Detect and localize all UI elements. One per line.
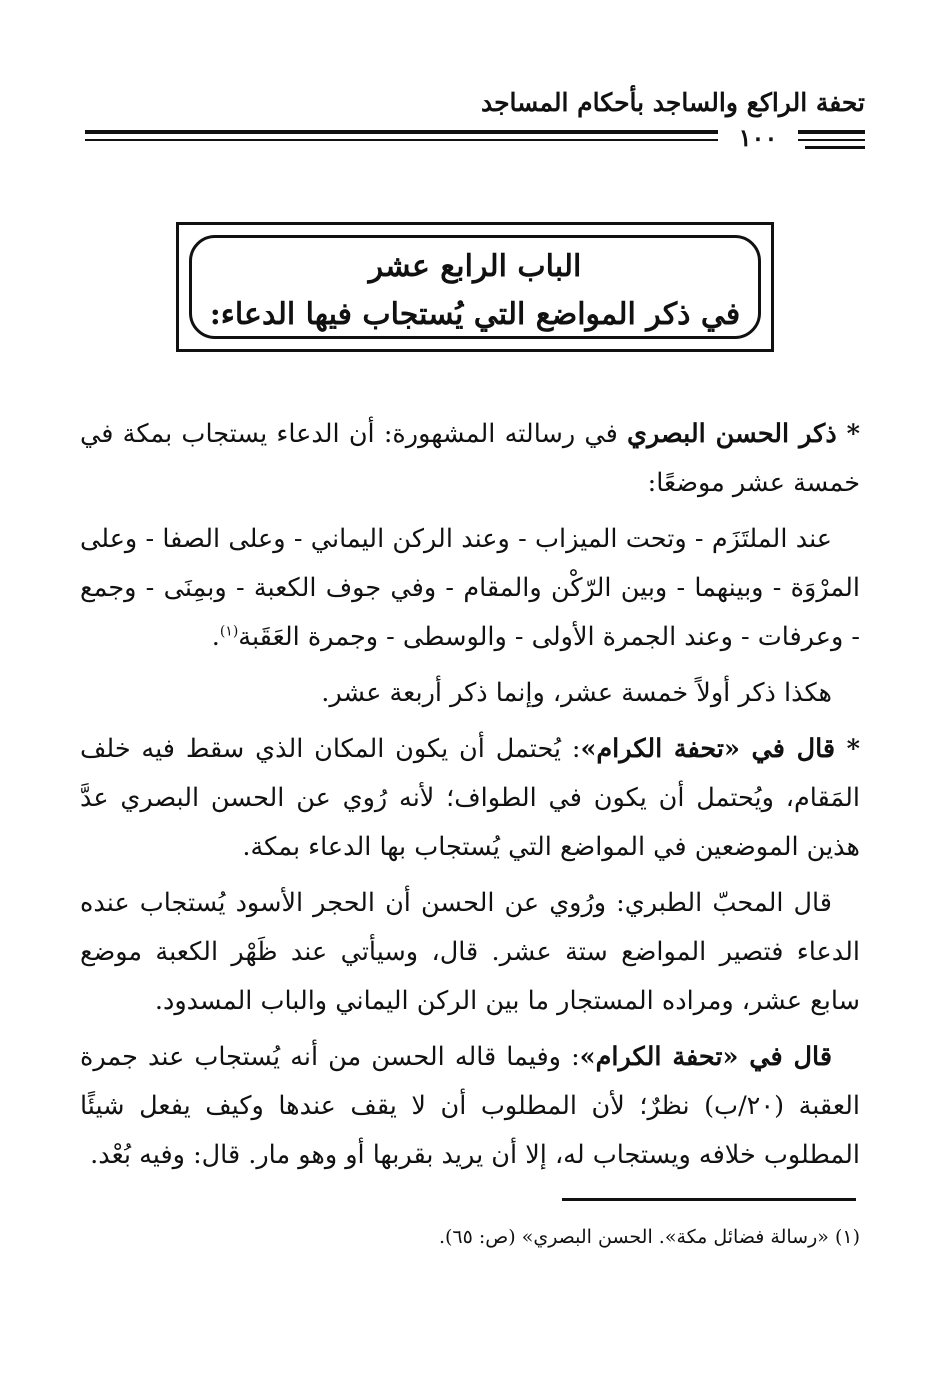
header-rule-accent — [805, 146, 865, 149]
paragraph-2-end: . — [211, 622, 220, 652]
paragraph-6-bold-lead: قال في «تحفة الكرام» — [579, 1042, 833, 1072]
paragraph-4-text: : يُحتمل أن يكون المكان الذي سقط فيه خلف المَقام، ويُحتمل أن يكون في الطواف؛ لأنه رُوي عن الحسن البصري عدَّ هذين الموضعين في المواضع التي يُستجاب بها الدعاء بمكة. — [80, 734, 860, 862]
main-text — [80, 410, 860, 1187]
footnote: (١) «رسالة فضائل مكة». الحسن البصري» (ص: ٦٥). — [438, 1226, 860, 1248]
paragraph-5: قال المحبّ الطبري: ورُوي عن الحسن أن الحجر الأسود يُستجاب عنده الدعاء فتصير المواضع ستة عشر. قال، وسيأتي عند ظَهْر الكعبة موضع سابع عشر، ومراده المستجار ما بين الركن اليماني والباب المسدود. — [80, 888, 860, 1016]
paragraph-3: هكذا ذكر أولاً خمسة عشر، وإنما ذكر أربعة عشر. — [321, 678, 832, 708]
paragraph-1-bold-name: ذكر الحسن البصري — [627, 419, 837, 449]
paragraph-1 — [80, 410, 860, 508]
paragraph-2-text: عند الملتَزَم - وتحت الميزاب - وعند الركن اليماني - وعلى الصفا - وعلى المرْوَة - وبينهما - وبين الرّكْن والمقام - وفي جوف الكعبة - وبمِنَى - وجمع - وعرفات - وعند الجمرة الأولى - والوسطى - وجمرة العَقَبة — [80, 524, 860, 652]
paragraph-6 — [80, 1033, 860, 1180]
paragraph-1-star: * — [836, 419, 860, 449]
paragraph-4 — [80, 725, 860, 872]
footnote-marker: (١) — [219, 623, 239, 640]
paragraph-6-text: : وفيما قاله الحسن من أنه يُستجاب عند جمرة العقبة (٢٠/ب) نظرٌ؛ لأن المطلوب أن لا يقف عندها وكيف يفعل شيئًا المطلوب خلافه ويستجاب له، إلا أن يريد بقربها أو وهو مار. قال: وفيه بُعْد. — [80, 1042, 860, 1170]
paragraph-4-bold-lead: * قال في «تحفة الكرام» — [580, 734, 860, 764]
chapter-title-line-1: الباب الرابع عشر — [368, 249, 582, 284]
chapter-title-frame — [176, 222, 774, 352]
paragraph-1-text: في رسالته المشهورة: أن الدعاء يستجاب بمكة في خمسة عشر موضعًا: — [80, 419, 860, 498]
paragraph-2 — [80, 515, 860, 662]
running-header-title: تحفة الراكع والساجد بأحكام المساجد — [480, 88, 865, 117]
footnote-separator — [562, 1198, 856, 1201]
page-number: ١٠٠ — [718, 118, 798, 158]
chapter-title-line-2: في ذكر المواضع التي يُستجاب فيها الدعاء: — [209, 297, 741, 332]
